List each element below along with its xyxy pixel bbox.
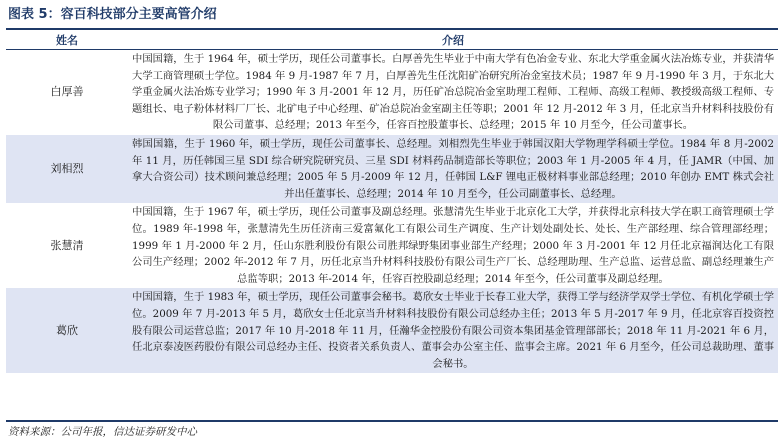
row-name: 白厚善 <box>50 85 84 99</box>
row-bio: 中国国籍，生于 1964 年，硕士学历，现任公司董事长。白厚善先生毕业于中南大学有色冶金专业、东北大学重金属火法冶炼专业，并获清华大学工商管理硕士学位。1984 年 9 月-1987 年 7 月，白厚善先生任沈阳矿冶研究所冶金室技术员；1987 年 9 月-1990 年 3 月，于东北大学重金属火法冶炼专业学习；1990 年 3 月-2001 年 12 月，历任矿冶总院冶金室助理工程师、工程师、高级工程师、教授级高级工程师、专题组长、电子粉体材料厂厂长、北矿电子中心经理、矿冶总院冶金室副主任等职；2001 年 12 月-2012 年 3 月，任北京当升材料科技股份有限公司董事、总经理；2013 年至今，任容百控股董事长、总经理；2015 年 10 月至今，任公司董事长。 <box>132 53 774 132</box>
table-header-row <box>6 31 778 50</box>
table-row <box>6 135 778 203</box>
bottom-rule <box>6 420 778 422</box>
table-row <box>6 203 778 288</box>
table-row <box>6 50 778 135</box>
row-name: 葛欣 <box>6 288 128 373</box>
row-bio: 中国国籍，生于 1983 年，硕士学历，现任公司董事会秘书。葛欣女士毕业于长春工业大学，获得工学与经济学双学士学位、有机化学硕士学位。2009 年 7 月-2013 年 5 月，葛欣女士任北京当升材料科技股份有限公司总经办主任；2013 年 5 月-2017 年 9 月，任北京容百投资控股有限公司运营总监；2017 年 10 月-2018 年 11 月，任瀚华金控股份有限公司资本集团基金管理部部长；2018 年 11 月-2021 年 6 月，任北京泰凌医药股份有限公司总经办主任、投资者关系负责人、董事会办公室主任、监事会主席。2021 年 6 月至今，任公司总裁助理、董事会秘书。 <box>128 288 778 373</box>
row-name: 刘相烈 <box>6 135 128 203</box>
source-note: 资料来源：公司年报，信达证券研发中心 <box>8 426 197 438</box>
row-bio: 中国国籍，生于 1967 年，硕士学历，现任公司董事及副总经理。张慧清先生毕业于北京化工大学，并获得北京科技大学在职工商管理硕士学位。1989 年-1998 年，张慧清先生历任济南三爱富氟化工有限公司生产调度、生产计划处副处长、处长、生产部经理、综合管理部经理；1999 年 1 月-2000 年 2 月，任山东胜利股份有限公司胜邦绿野集团事业部生产经理；2000 年 3 月-2001 年 12 月任北京福润达化工有限公司生产经理；2002 年-2012 年 7 月，历任北京当升材料科技股份有限公司生产厂长、总经理助理、生产总监、运营总监、副总经理兼生产总监等职；2013 年-2014 年，任容百控股副总经理；2014 年至今，任公司董事及副总经理。 <box>132 206 774 285</box>
executive-table <box>6 31 778 373</box>
header-intro: 介绍 <box>128 31 778 50</box>
header-name: 姓名 <box>6 31 128 50</box>
row-name: 张慧清 <box>50 238 84 252</box>
chart-title: 图表 5：容百科技部分主要高管介绍 <box>8 7 217 22</box>
row-bio: 韩国国籍，生于 1960 年，硕士学历，现任公司董事长、总经理。刘相烈先生毕业于韩国汉阳大学物理学科硕士学位。1984 年 8 月-2002 年 11 月，历任韩国三星 SDI 综合研究院研究员、三星 SDI 材料药品制造部长等职位；2003 年 1 月-2005 年 4 月，任 JAMR（中国、加拿大合资公司）技术顾问兼总经理；2005 年 5 月-2009 年 12 月，任韩国 L&F 锂电正极材料事业部总经理；2010 年创办 EMT 株式会社并出任董事长、总经理；2014 年 10 月至今，任公司副董事长、总经理。 <box>128 135 778 203</box>
title-rule <box>6 28 778 30</box>
table-row <box>6 288 778 373</box>
